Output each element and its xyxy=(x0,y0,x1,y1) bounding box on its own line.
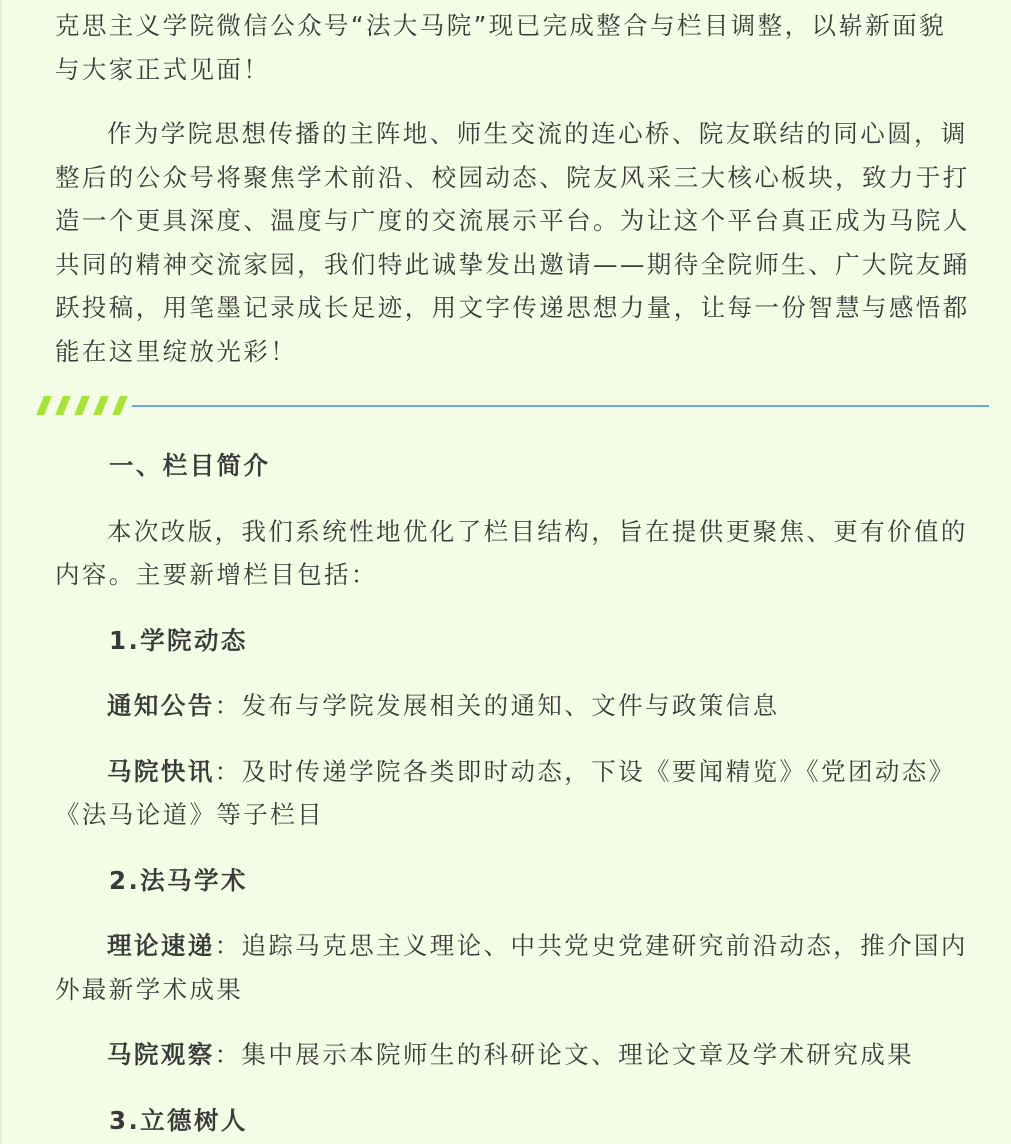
column-item-description: ：追踪马克思主义理论、中共党史党建研究前沿动态，推介国内外最新学术成果 xyxy=(55,931,968,1004)
column-item-title: 马院观察 xyxy=(107,1040,215,1069)
stripe-decoration xyxy=(36,396,52,415)
column-item-title: 通知公告 xyxy=(107,691,215,720)
invitation-paragraph: 作为学院思想传播的主阵地、师生交流的连心桥、院友联结的同心圆，调整后的公众号将聚焦学术前沿、校园动态、院友风采三大核心板块，致力于打造一个更具深度、温度与广度的交流展示平台。为让这个平台真正成为马院人共同的精神交流家园，我们特此诚挚发出邀请——期待全院师生、广大院友踊跃投稿，用笔墨记录成长足迹，用文字传递思想力量，让每一份智慧与感悟都能在这里绽放光彩！ xyxy=(55,119,970,366)
column-item-description: ：发布与学院发展相关的通知、文件与政策信息 xyxy=(214,691,780,720)
article-content xyxy=(55,4,970,1142)
intro-paragraph: 克思主义学院微信公众号“法大马院”现已完成整合与栏目调整，以崭新面貌与大家正式见面！ xyxy=(55,11,946,84)
revision-paragraph: 本次改版，我们系统性地优化了栏目结构，旨在提供更聚焦、更有价值的内容。主要新增栏目包括： xyxy=(55,516,968,589)
column-item-theory-express xyxy=(55,924,970,1011)
column-item-notices xyxy=(55,684,970,728)
column-item-description: ：集中展示本院师生的科研论文、理论文章及学术研究成果 xyxy=(214,1040,915,1069)
column-item-title: 马院快讯 xyxy=(107,756,215,786)
subheading-college-news: 1.学院动态 xyxy=(109,625,248,655)
section-heading-column-intro: 一、栏目简介 xyxy=(109,451,271,480)
column-item-title: 理论速递 xyxy=(107,931,215,960)
column-item-quick-news xyxy=(55,750,970,837)
column-item-observation xyxy=(55,1033,970,1077)
subheading-academics: 2.法马学术 xyxy=(109,865,248,895)
subheading-moral-education: 3.立德树人 xyxy=(109,1105,248,1135)
column-item-description: ：及时传递学院各类即时动态，下设《要闻精览》《党团动态》《法马论道》等子栏目 xyxy=(55,756,956,829)
